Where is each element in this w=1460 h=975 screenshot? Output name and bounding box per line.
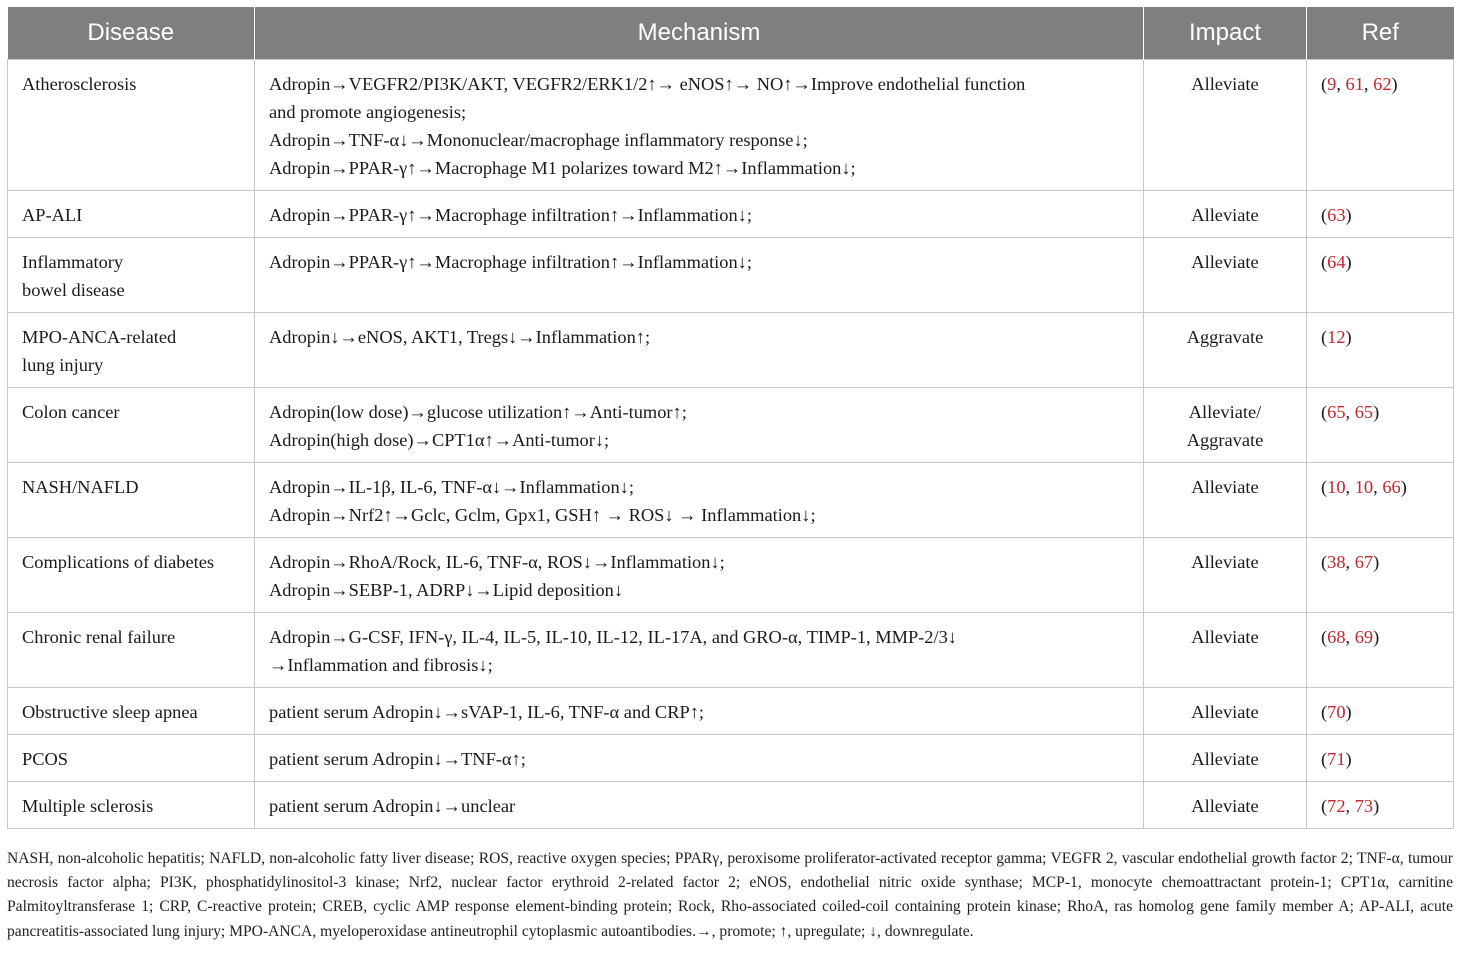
ref-link[interactable]: 68 xyxy=(1327,627,1346,647)
disease-line: Inflammatory xyxy=(22,252,124,272)
disease-cell xyxy=(8,238,255,313)
impact-line: Aggravate xyxy=(1186,430,1264,450)
disease-cell xyxy=(8,782,255,829)
ref-link[interactable]: 64 xyxy=(1327,252,1346,272)
mechanism-cell xyxy=(255,688,1144,735)
mechanism-line: Adropin→G-CSF, IFN-γ, IL-4, IL-5, IL-10, IL-12, IL-17A, and GRO-α, TIMP-1, MMP-2/3↓ xyxy=(269,627,957,647)
ref-link[interactable]: 66 xyxy=(1382,477,1401,497)
mechanism-line: Adropin→PPAR-γ↑→Macrophage infiltration↑→Inflammation↓; xyxy=(269,205,752,225)
disease-cell xyxy=(8,538,255,613)
mechanism-cell xyxy=(255,782,1144,829)
disease-line: AP-ALI xyxy=(22,205,83,225)
impact-line: Alleviate xyxy=(1191,702,1259,722)
table-row xyxy=(8,735,1454,782)
impact-cell xyxy=(1144,688,1307,735)
disease-line: Multiple sclerosis xyxy=(22,796,154,816)
mechanism-line: Adropin(high dose)→CPT1α↑→Anti-tumor↓; xyxy=(269,430,610,450)
impact-cell xyxy=(1144,313,1307,388)
table-row xyxy=(8,782,1454,829)
mechanism-cell xyxy=(255,313,1144,388)
header-impact: Impact xyxy=(1144,7,1307,60)
impact-cell xyxy=(1144,463,1307,538)
table-header xyxy=(8,7,1454,60)
ref-link[interactable]: 9 xyxy=(1327,74,1337,94)
mechanism-cell xyxy=(255,388,1144,463)
ref-link[interactable]: 65 xyxy=(1354,402,1374,422)
ref-link[interactable]: 38 xyxy=(1327,552,1346,572)
ref-cell: (10, 10, 66) xyxy=(1307,463,1454,538)
ref-link[interactable]: 62 xyxy=(1373,74,1392,94)
mechanism-line: patient serum Adropin↓→unclear xyxy=(269,796,516,816)
disease-cell xyxy=(8,191,255,238)
ref-link[interactable]: 61 xyxy=(1345,74,1364,94)
table-row xyxy=(8,191,1454,238)
impact-line: Alleviate xyxy=(1191,477,1259,497)
mechanism-cell xyxy=(255,735,1144,782)
disease-cell xyxy=(8,688,255,735)
disease-cell xyxy=(8,613,255,688)
disease-line: bowel disease xyxy=(22,280,125,300)
ref-link[interactable]: 71 xyxy=(1327,749,1346,769)
ref-cell: (38, 67) xyxy=(1307,538,1454,613)
mechanism-line: Adropin→TNF-α↓→Mononuclear/macrophage inflammatory response↓; xyxy=(269,130,808,150)
impact-line: Alleviate xyxy=(1191,627,1259,647)
ref-link[interactable]: 70 xyxy=(1327,702,1346,722)
mechanism-cell xyxy=(255,60,1144,191)
mechanism-line: Adropin→SEBP-1, ADRP↓→Lipid deposition↓ xyxy=(269,580,624,600)
impact-line: Alleviate xyxy=(1191,796,1259,816)
ref-link[interactable]: 10 xyxy=(1354,477,1374,497)
impact-cell xyxy=(1144,613,1307,688)
ref-link[interactable]: 12 xyxy=(1327,327,1346,347)
table-row xyxy=(8,613,1454,688)
mechanism-line: →Inflammation and fibrosis↓; xyxy=(269,655,493,675)
mechanism-line: Adropin→RhoA/Rock, IL-6, TNF-α, ROS↓→Inflammation↓; xyxy=(269,552,725,572)
ref-link[interactable]: 73 xyxy=(1354,796,1374,816)
impact-line: Alleviate xyxy=(1191,74,1259,94)
disease-cell xyxy=(8,60,255,191)
mechanism-cell xyxy=(255,613,1144,688)
impact-cell xyxy=(1144,388,1307,463)
disease-mechanism-table xyxy=(7,7,1454,829)
ref-link[interactable]: 69 xyxy=(1354,627,1374,647)
impact-line: Alleviate xyxy=(1191,205,1259,225)
mechanism-line: Adropin→PPAR-γ↑→Macrophage infiltration↑→Inflammation↓; xyxy=(269,252,752,272)
mechanism-line: Adropin↓→eNOS, AKT1, Tregs↓→Inflammation↑; xyxy=(269,327,651,347)
ref-link[interactable]: 65 xyxy=(1327,402,1346,422)
mechanism-line: Adropin(low dose)→glucose utilization↑→Anti-tumor↑; xyxy=(269,402,687,422)
disease-cell xyxy=(8,463,255,538)
table-footnote: NASH, non-alcoholic hepatitis; NAFLD, non-alcoholic fatty liver disease; ROS, reactive oxygen species; PPARγ, peroxisome proliferator-activated receptor gamma; VEGFR 2, vascular endothelial growth factor 2; TNF-α, tumour necrosis factor alpha; PI3K, phosphatidylinositol-3 kinase; Nrf2, nuclear factor erythroid 2-related factor 2; eNOS, endothelial nitric oxide synthase; MCP-1, monocyte chemoattractant protein-1; CPT1α, carnitine Palmitoyltransferase 1; CRP, C-reactive protein; CREB, cyclic AMP response element-binding protein; Rock, Rho-associated coiled-coil containing protein kinase; RhoA, ras homolog gene family member A; AP-ALI, acute pancreatitis-associated lung injury; MPO-ANCA, myeloperoxidase antineutrophil cytoplasmic autoantibodies.→, promote; ↑, upregulate; ↓, downregulate. xyxy=(7,850,1453,940)
mechanism-line: Adropin→Nrf2↑→Gclc, Gclm, Gpx1, GSH↑ → ROS↓ → Inflammation↓; xyxy=(269,505,816,525)
disease-cell xyxy=(8,313,255,388)
ref-cell: (68, 69) xyxy=(1307,613,1454,688)
mechanism-line: patient serum Adropin↓→TNF-α↑; xyxy=(269,749,526,769)
mechanism-line: and promote angiogenesis; xyxy=(269,102,467,122)
impact-cell xyxy=(1144,538,1307,613)
mechanism-line: Adropin→IL-1β, IL-6, TNF-α↓→Inflammation↓; xyxy=(269,477,634,497)
table-row xyxy=(8,60,1454,191)
mechanism-line: Adropin→PPAR-γ↑→Macrophage M1 polarizes toward M2↑→Inflammation↓; xyxy=(269,158,856,178)
impact-cell xyxy=(1144,735,1307,782)
table-container xyxy=(7,7,1453,829)
mechanism-cell xyxy=(255,538,1144,613)
ref-cell: (65, 65) xyxy=(1307,388,1454,463)
table-row xyxy=(8,538,1454,613)
disease-cell xyxy=(8,735,255,782)
table-row xyxy=(8,238,1454,313)
disease-line: MPO-ANCA-related xyxy=(22,327,177,347)
ref-link[interactable]: 10 xyxy=(1327,477,1346,497)
ref-link[interactable]: 63 xyxy=(1327,205,1346,225)
impact-line: Alleviate/ xyxy=(1188,402,1262,422)
mechanism-cell xyxy=(255,238,1144,313)
header-disease: Disease xyxy=(8,7,255,60)
ref-cell: (63) xyxy=(1307,191,1454,238)
header-mechanism: Mechanism xyxy=(255,7,1144,60)
ref-link[interactable]: 72 xyxy=(1327,796,1346,816)
table-body xyxy=(8,60,1454,829)
header-ref: Ref xyxy=(1307,7,1454,60)
disease-line: Complications of diabetes xyxy=(22,552,215,572)
ref-link[interactable]: 67 xyxy=(1354,552,1374,572)
impact-line: Alleviate xyxy=(1191,552,1259,572)
mechanism-line: patient serum Adropin↓→sVAP-1, IL-6, TNF-α and CRP↑; xyxy=(269,702,704,722)
table-row xyxy=(8,463,1454,538)
impact-cell xyxy=(1144,238,1307,313)
table-row xyxy=(8,688,1454,735)
ref-cell: (70) xyxy=(1307,688,1454,735)
ref-cell: (71) xyxy=(1307,735,1454,782)
mechanism-cell xyxy=(255,463,1144,538)
disease-line: Obstructive sleep apnea xyxy=(22,702,198,722)
ref-cell: (72, 73) xyxy=(1307,782,1454,829)
disease-line: PCOS xyxy=(22,749,69,769)
impact-line: Alleviate xyxy=(1191,252,1259,272)
impact-line: Alleviate xyxy=(1191,749,1259,769)
table-row xyxy=(8,313,1454,388)
disease-cell xyxy=(8,388,255,463)
impact-line: Aggravate xyxy=(1186,327,1264,347)
ref-cell: (9, 61, 62) xyxy=(1307,60,1454,191)
disease-line: Colon cancer xyxy=(22,402,120,422)
disease-line: lung injury xyxy=(22,355,104,375)
impact-cell xyxy=(1144,782,1307,829)
disease-line: NASH/NAFLD xyxy=(22,477,139,497)
disease-line: Atherosclerosis xyxy=(22,74,137,94)
table-row xyxy=(8,388,1454,463)
mechanism-line: Adropin→VEGFR2/PI3K/AKT, VEGFR2/ERK1/2↑→ eNOS↑→ NO↑→Improve endothelial function xyxy=(269,74,1026,94)
impact-cell xyxy=(1144,191,1307,238)
ref-cell: (64) xyxy=(1307,238,1454,313)
mechanism-cell xyxy=(255,191,1144,238)
ref-cell: (12) xyxy=(1307,313,1454,388)
impact-cell xyxy=(1144,60,1307,191)
disease-line: Chronic renal failure xyxy=(22,627,176,647)
